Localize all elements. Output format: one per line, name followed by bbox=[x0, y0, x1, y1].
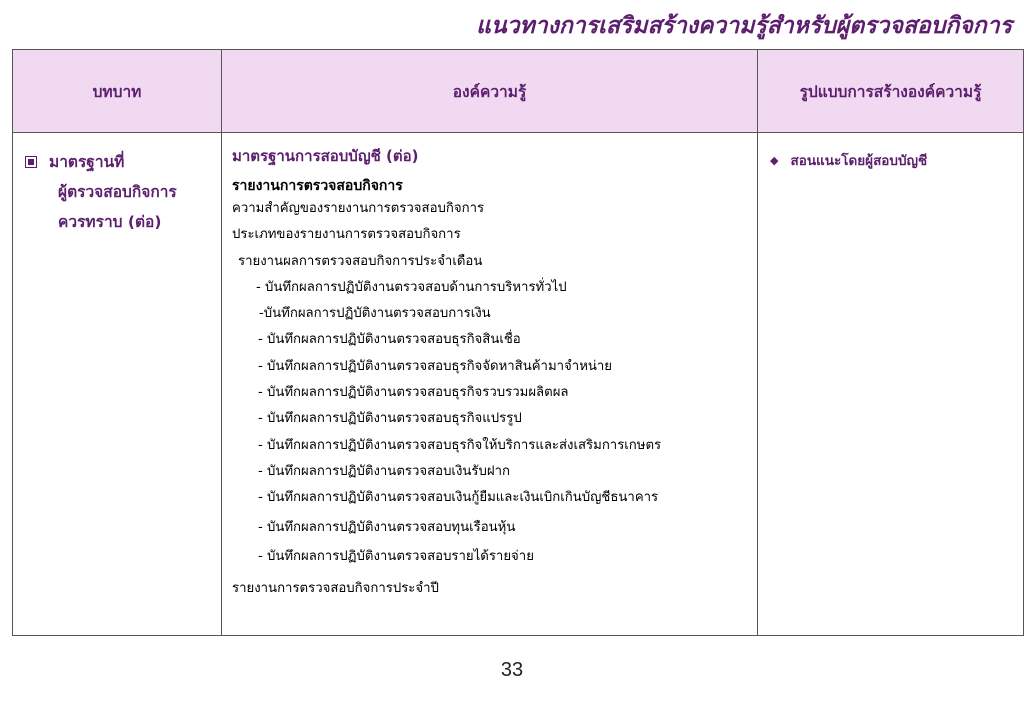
form-label: สอนแนะโดยผู้สอบบัญชี bbox=[790, 153, 928, 169]
role-item bbox=[25, 147, 221, 177]
role-line: มาตรฐานที่ bbox=[49, 153, 125, 171]
knowledge-form-cell bbox=[758, 133, 1024, 636]
knowledge-line: - บันทึกผลการปฏิบัติงานตรวจสอบธุรกิจรวบรวมผลิตผล bbox=[258, 385, 569, 401]
knowledge-line: - บันทึกผลการปฏิบัติงานตรวจสอบรายได้รายจ่าย bbox=[258, 548, 534, 564]
knowledge-line: - บันทึกผลการปฏิบัติงานตรวจสอบทุนเรือนหุ้น bbox=[258, 519, 516, 535]
knowledge-line: ความสำคัญของรายงานการตรวจสอบกิจการ bbox=[232, 201, 485, 216]
knowledge-line: - บันทึกผลการปฏิบัติงานตรวจสอบเงินกู้ยืมและเงินเบิกเกินบัญชีธนาคาร bbox=[258, 490, 659, 506]
diamond-icon: ◆ bbox=[770, 154, 779, 167]
knowledge-subheading: รายงานการตรวจสอบกิจการ bbox=[232, 178, 403, 194]
knowledge-table bbox=[12, 49, 1024, 636]
table-row bbox=[13, 133, 1024, 636]
header-role: บทบาท bbox=[13, 50, 222, 133]
knowledge-line: - บันทึกผลการปฏิบัติงานตรวจสอบธุรกิจแปรรูป bbox=[258, 411, 522, 427]
role-line: ผู้ตรวจสอบกิจการ bbox=[58, 183, 177, 201]
knowledge-line: - บันทึกผลการปฏิบัติงานตรวจสอบด้านการบริหารทั่วไป bbox=[256, 279, 567, 295]
table-header-row bbox=[13, 50, 1024, 133]
boxed-square-icon bbox=[25, 156, 37, 168]
header-knowledge: องค์ความรู้ bbox=[222, 50, 758, 133]
page-title: แนวทางการเสริมสร้างความรู้สำหรับผู้ตรวจสอบกิจการ bbox=[476, 12, 1012, 39]
knowledge-line: ประเภทของรายงานการตรวจสอบกิจการ bbox=[232, 227, 461, 243]
page-number: 33 bbox=[500, 659, 524, 681]
knowledge-cell bbox=[222, 133, 758, 636]
role-line: ควรทราบ (ต่อ) bbox=[58, 213, 162, 231]
role-cell bbox=[13, 133, 222, 636]
form-item bbox=[770, 149, 1023, 171]
knowledge-line: - บันทึกผลการปฏิบัติงานตรวจสอบธุรกิจสินเชื่อ bbox=[258, 332, 521, 348]
knowledge-line: รายงานผลการตรวจสอบกิจการประจำเดือน bbox=[238, 253, 483, 269]
knowledge-heading: มาตรฐานการสอบบัญชี (ต่อ) bbox=[232, 147, 419, 165]
header-knowledge-form: รูปแบบการสร้างองค์ความรู้ bbox=[758, 50, 1024, 133]
knowledge-line: - บันทึกผลการปฏิบัติงานตรวจสอบธุรกิจจัดหาสินค้ามาจำหน่าย bbox=[258, 358, 613, 374]
knowledge-line: - บันทึกผลการปฏิบัติงานตรวจสอบธุรกิจให้บริการและส่งเสริมการเกษตร bbox=[258, 437, 662, 453]
knowledge-line: - บันทึกผลการปฏิบัติงานตรวจสอบเงินรับฝาก bbox=[258, 463, 510, 479]
knowledge-line: -บันทึกผลการปฏิบัติงานตรวจสอบการเงิน bbox=[259, 306, 491, 322]
knowledge-line: รายงานการตรวจสอบกิจการประจำปี bbox=[232, 581, 439, 597]
